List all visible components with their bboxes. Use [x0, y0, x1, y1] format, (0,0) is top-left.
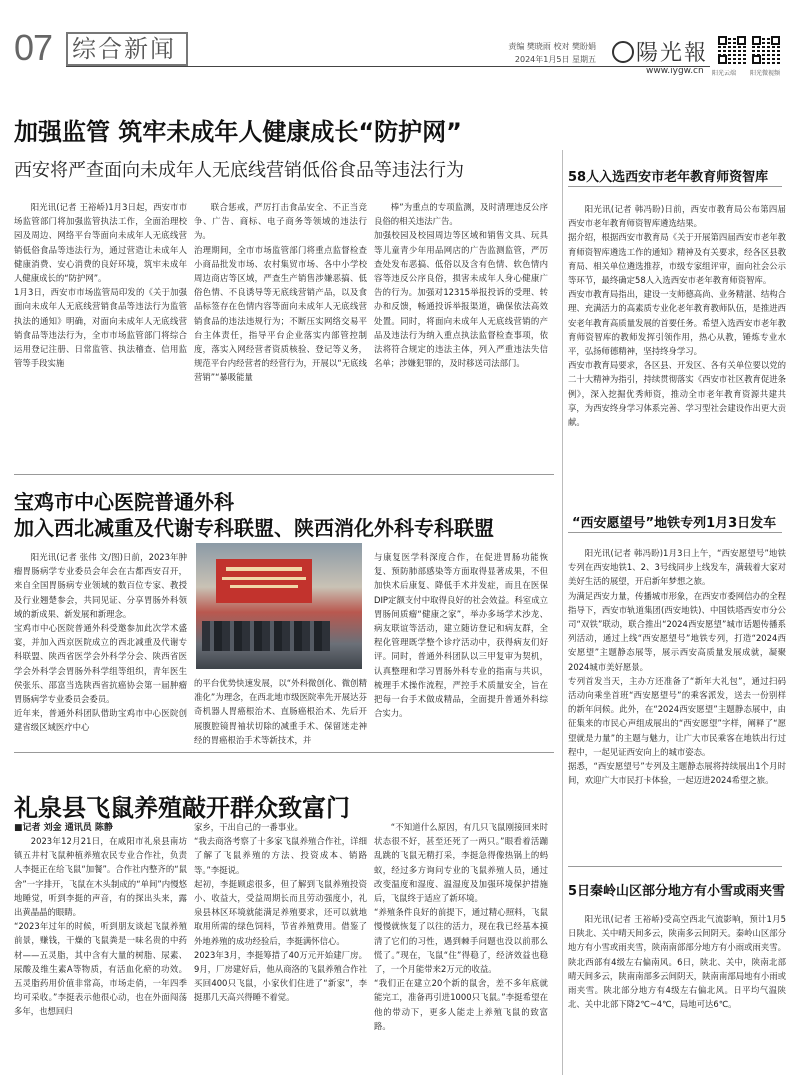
side-2-headline: “西安愿望号”地铁专列1月3日发车: [572, 516, 777, 531]
article-1-col-1: [14, 200, 187, 470]
article-3-col-1: [14, 834, 187, 1074]
body-text: 阳光讯(记者 王裕峤)1月3日起，西安市市场监管部门将加强监管执法工作，全面治理校园及周边、网络平台等面向未成年人无底线营销低俗食品等违法行为，通过营造让未成年人健康消费、安心消费的良好环境，筑牢未成年人健康成长的“防护网”。 1月3日，西安市市场监管局印发的《关于加强面向未成年人无底线营销食品等违法行为监管执法的通知》明确，对面向未成年人无底线营销食品等违法行为，全市市场监管部门将综合运用登记注册、日常监管、执法稽查、信用监管等手段实施: [14, 202, 187, 369]
section-divider: [568, 532, 782, 533]
qr-code-icon[interactable]: [752, 36, 780, 64]
body-text: “不知道什么原因，有几只飞鼠刚接回来时状态很不好，甚至还死了一两只。”眼看着活蹦乱跳的飞鼠无精打采，李挺急得像热锅上的蚂蚁，经过多方询问专业的飞鼠养殖人员，通过改变温度和湿度、温湿度及加强环境保护措施后，飞鼠终于适应了新环境。 “养殖条件良好的前提下，通过精心照料，飞鼠慢慢就恢复了以往的活力，现在我已经基本摸清了它们的习性，遇到棘手问题也没以前那么慌了。”现在，飞鼠“住”得稳了，经济效益也稳了，一个月能带来2万元的收益。 “我们正在建立20个新的鼠舍，差不多年底就能完工，准备再引进1000只飞鼠。”李挺希望在他的带动下，更多人能走上养殖飞鼠的致富路。: [374, 822, 548, 1031]
conference-photo: [196, 543, 362, 669]
side-1-body: [568, 202, 786, 488]
body-text: 阳光讯(记者 王裕峤)受高空西北气流影响，预计1月5日陕北、关中晴天间多云，陕南多云间阴天。秦岭山区部分地方有小雪或雨夹雪，陕南南部部分地方有小雨或雨夹雪。陕北西部有4级左右偏南风。6日，陕北、关中，陕南北部晴天间多云，陕南南部多云间阴天，陕南南部局地有小雨或雨夹雪。陕北部分地方有4级左右偏北风。日平均气温陕北、关中北部下降2℃~4℃，局地可达6℃。: [568, 914, 786, 1010]
body-text: 的平台优势快速发展，以“外科微创化、微创精准化”为理念，在西北地市级医院率先开展达芬奇机器人胃癌根治术、直肠癌根治术、先后开展腹腔镜胃袖状切除的减重手术、保留迷走神经的胃癌根治手术等新技术，并: [194, 678, 367, 745]
issue-date: 2024年1月5日 星期五: [514, 55, 596, 64]
website-link[interactable]: www.iygw.cn: [646, 66, 704, 76]
article-2-col-2: [194, 676, 367, 747]
article-2-col-3: [374, 550, 548, 747]
section-divider: [568, 866, 782, 867]
article-2-headline-line-1: 宝鸡市中心医院普通外科: [14, 490, 234, 514]
newspaper-logo: [612, 36, 708, 67]
article-3-col-3: [374, 820, 548, 1074]
article-1-subheadline: 西安将严查面向未成年人无底线营销低俗食品等违法行为: [14, 160, 464, 181]
article-3-byline: ■记者 刘金 通讯员 陈静: [14, 823, 113, 833]
logo-text: 陽光報: [636, 41, 709, 66]
body-text: 联合惩戒，严厉打击食品安全、不正当竞争、广告、商标、电子商务等领域的违法行为。 治理期间，全市市场监管部门将重点监督检查小商品批发市场、农村集贸市场、各中小学校周边商店等区域，严查生产销售涉嫌恶搞、低俗色情、不良诱导等无底线营销产品，以及食品标签存在色情内容等面向未成年人无底线营销食品的违法违规行为；不断压实网络交易平台主体责任，指导平台企业落实内部管控制度，落实入网经营者资质核验、登记等义务，规范平台内经营者的经营行为，开展以“无底线营销”“暴吸能量: [194, 202, 367, 383]
editors-credit: 责编 樊晓雨 校对 樊盼娟: [508, 42, 596, 51]
article-1-col-2: [194, 200, 367, 470]
section-divider: [14, 752, 554, 753]
qr-caption: 阳光微视频: [750, 70, 781, 77]
body-text: 阳光讯(记者 韩冯盼)日前，西安市教育局公布第四届西安市老年教育师资智库遴选结果。 据介绍，根据西安市教育局《关于开展第四届西安市老年教育师资智库遴选工作的通知》精神及有关要求，经各区县教育局、相关单位遴选推荐，市级专家组评审，面向社会公示等环节，最终确定58人入选西安市老年教育师资智库。 西安市教育局指出，建设一支师德高尚、业务精湛、结构合理、充满活力的高素质专业化老年教育教师队伍，是推进西安老年教育高质量发展的首要任务。希望入选西安市老年教育师资智库的教师发挥引领作用，热心从教，锤炼专业水平，弘扬师德精神，坚持终身学习。 西安市教育局要求，各区县、开发区、各有关单位要以党的二十大精神为指引，持续贯彻落实《西安市社区教育促进条例》，深入挖掘优秀师资，推动全市老年教育资源共建共享，为西安终身学习体系完善、学习型社会建设作出更大贡献。: [568, 204, 786, 428]
article-3-headline: 礼泉县飞鼠养殖敲开群众致富门: [14, 794, 350, 822]
body-text: 阳光讯(记者 张伟 文/图)日前，2023年肿瘤胃肠病学专业委员会年会在古都西安召开，来自全国胃肠病专业领域的数百位专家、教授及行业翘楚参会，共同见证、分享胃肠外科领域的新成果、新发展和新理念。 宝鸡市中心医院普通外科受邀参加此次学术盛宴，并加入西京医院成立的西北减重及代谢专科联盟、陕西省医学会外科学分会、陕西省医学会外科学会胃肠外科学组等组织，青年医生侯张乐、邵富当选陕西省抗癌协会第一届肿瘤胃肠病学专业委员会委员。 近年来，普通外科团队借助宝鸡市中心医院创建省级区域医疗中心: [14, 552, 187, 733]
section-divider: [568, 186, 782, 187]
article-2-headline-line-2: 加入西北减重及代谢专科联盟、陕西消化外科专科联盟: [14, 516, 494, 540]
side-3-body: [568, 912, 786, 1074]
body-text: 棒”为重点的专项监测，及时清理违反公序良俗的相关违法广告。 加强校园及校园周边等区域和销售文具、玩具等儿童青少年用品网店的广告监测监管，严厉查处发布恶搞、低俗以及含有色情、软色情内容等违反公序良俗，损害未成年人身心健康广告的行为。加强对12315举报投诉的受理、转办和反馈，畅通投诉举报渠道，确保依法高效处置。同时，将面向未成年人无底线营销的产品及违法行为纳入重点执法监督检查事项，依法将符合规定的违法主体，列入严重违法失信名单；涉嫌犯罪的，及时移送司法部门。: [374, 202, 548, 369]
article-1-col-3: [374, 200, 548, 470]
body-text: 家乡，干出自己的一番事业。 “我去商洛考察了十多家飞鼠养殖合作社，详细了解了飞鼠养殖的方法、投资成本、销路等。”李挺说。 起初，李挺顾虑很多，但了解到飞鼠养殖投资小、收益大，受益周期长而且劳动强度小，礼泉县林区环境就能满足养殖要求，还可以就地取用所需的绿色饲料，节省养殖费用。借鉴了外地养殖的成功经验后，李挺满怀信心。 2023年3月，李挺筹措了40万元开始建厂房。9月，厂房建好后，他从商洛的飞鼠养殖合作社买回400只飞鼠，小家伙们住进了“新家”，李挺那几天高兴得睡不着觉。: [194, 822, 367, 1003]
side-1-headline: 58人入选西安市老年教育师资智库: [568, 170, 769, 185]
section-divider: [14, 474, 554, 475]
article-3-col-2: [194, 820, 367, 1074]
section-name: 综合新闻: [72, 35, 176, 63]
qr-code-icon[interactable]: [718, 36, 746, 64]
side-2-body: [568, 546, 786, 852]
qr-caption: 阳光云端: [712, 70, 737, 77]
column-divider: [562, 150, 563, 1075]
side-3-headline: 5日秦岭山区部分地方有小雪或雨夹雪: [568, 884, 786, 899]
body-text: 与康复医学科深度合作，在促进胃肠功能恢复、预防肺部感染等方面取得显著成果，不但加快术后康复、降低手术并发症，而且在医保DIP定额支付中取得良好的社会效益。科室成立胃肠间质瘤“健康之家”，举办多场学术沙龙、病友联谊等活动，建立随访登记和病友群，全程化管理既学整个诊疗活动中，获得病友们好评。同时，普通外科团队以三甲复审为契机，认真整理和学习胃肠外科专业的指南与共识，梳理手术操作流程，严控手术质量安全，旨在把每一台手术做成精品，全面提升普通外科综合实力。: [374, 552, 548, 719]
article-1-headline: 加强监管 筑牢未成年人健康成长“防护网”: [14, 118, 462, 146]
body-text: 2023年12月21日，在咸阳市礼泉县南坊镇五井村飞鼠种植养殖农民专业合作社，负责人李挺正在给飞鼠“加餐”。合作社内整齐的“鼠舍”一字排开，飞鼠在木头制成的“单间”内慢悠地睡觉，听到李挺的声音，有的探出头来，露出黄晶晶的眼睛。 “2023年过年的时候，听到朋友谈起飞鼠养殖前景，赚钱，干燥的飞鼠粪是一味名贵的中药材——五灵脂，其中含有大量的树脂、尿素、尿酸及维生素A等物质，有活血化瘀的功效。五灵脂药用价值非常高，市场走俏，一年四季均可采收。”李挺表示他很心动，也在外面闯荡多年，也想回归: [14, 836, 187, 1017]
page-number: 07: [14, 27, 53, 68]
article-2-col-1: [14, 550, 187, 747]
body-text: 阳光讯(记者 韩冯盼)1月3日上午，“西安愿望号”地铁专列在西安地铁1、2、3号线同步上线发车，满载着大家对美好生活的展望，开启新年梦想之旅。 为满足西安力量，传播城市形象，在西安市委网信办的全程指导下，西安市轨道集团(西安地铁)、中国铁塔西安市分公司“双铁”联动，联合推出“2024西安愿望”城市话题传播系列活动，通过上线“西安愿望号”地铁专列，打造“2024西安愿望”主题静态展等，展示西安高质量发展成就，凝聚2024城市美好愿景。 专列首发当天，主办方还准备了“新年大礼包”，通过扫码活动向乘坐首班“西安愿望号”的乘客派发，送去一份别样的新年问候。此外，在“2024西安愿望”主题静态展中，由征集来的市民心声组成展出的“西安愿望”字样，阐释了“愿望就是力量”的主题与魅力，让广大市民乘客在地铁出行过程中，一起见证西安向上的城市姿态。 据悉，“西安愿望号”专列及主题静态展将持续展出1个月时间，欢迎广大市民打卡体验，一起迈进2024希望之旅。: [568, 548, 786, 786]
